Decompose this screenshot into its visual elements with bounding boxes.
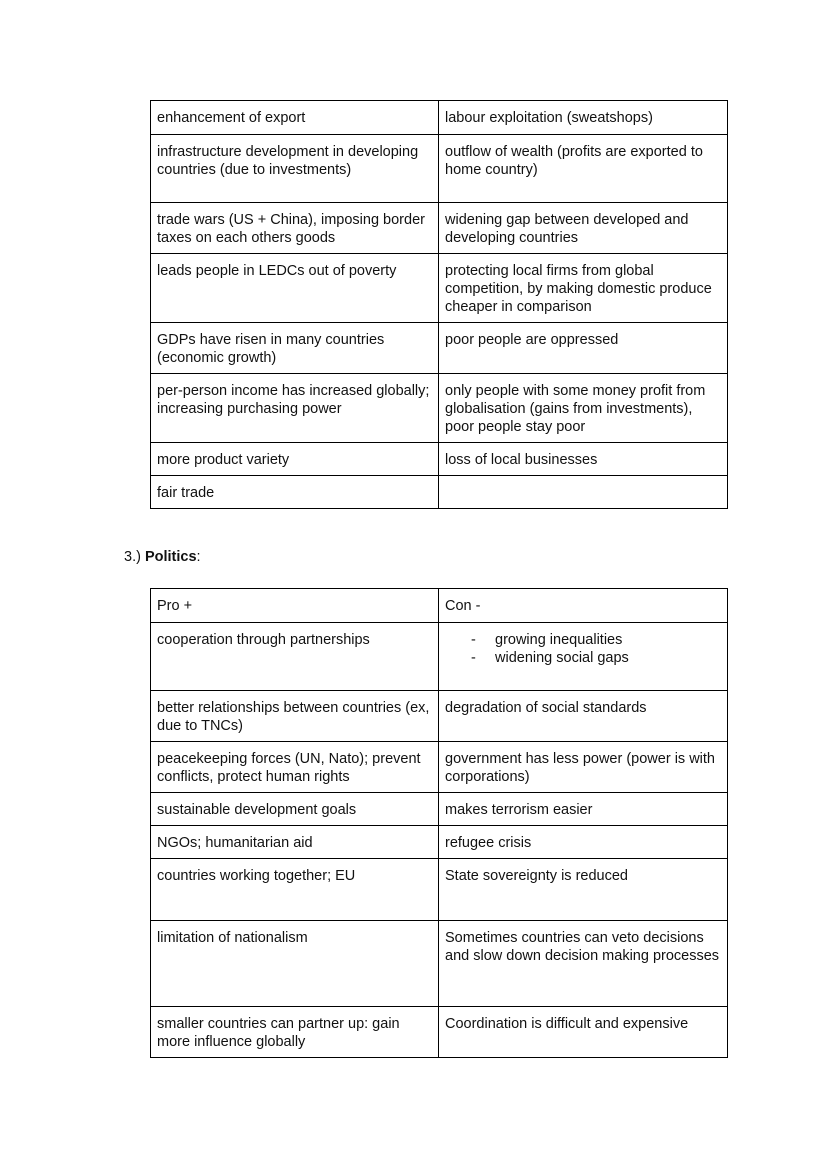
pro-cell: enhancement of export — [151, 101, 439, 135]
con-cell: widening gap between developed and developing countries — [439, 203, 728, 254]
section-number: 3.) — [124, 549, 141, 565]
section-title-suffix: : — [196, 549, 201, 565]
table-row — [151, 374, 728, 443]
table-row — [151, 793, 728, 826]
pro-cell: NGOs; humanitarian aid — [151, 826, 439, 859]
table-row — [151, 254, 728, 323]
pro-cell: leads people in LEDCs out of poverty — [151, 254, 439, 323]
pro-cell: fair trade — [151, 476, 439, 509]
pro-cell: per-person income has increased globally; increasing purchasing power — [151, 374, 439, 443]
con-cell: Sometimes countries can veto decisions and slow down decision making processes — [439, 921, 728, 1007]
con-cell: outflow of wealth (profits are exported to home country) — [439, 135, 728, 203]
section-heading-politics — [124, 548, 201, 566]
table-row — [151, 623, 728, 691]
pro-cell: cooperation through partnerships — [151, 623, 439, 691]
con-cell: Coordination is difficult and expensive — [439, 1007, 728, 1058]
pro-cell: limitation of nationalism — [151, 921, 439, 1007]
pro-header-cell: Pro + — [151, 589, 439, 623]
con-cell: degradation of social standards — [439, 691, 728, 742]
pro-cell: infrastructure development in developing countries (due to investments) — [151, 135, 439, 203]
con-cell: protecting local firms from global competition, by making domestic produce cheaper in comparison — [439, 254, 728, 323]
pro-cell: better relationships between countries (ex, due to TNCs) — [151, 691, 439, 742]
con-cell: poor people are oppressed — [439, 323, 728, 374]
con-cell: State sovereignty is reduced — [439, 859, 728, 921]
con-cell: government has less power (power is with corporations) — [439, 742, 728, 793]
list-item: - growing inequalities — [471, 631, 721, 649]
table-row — [151, 1007, 728, 1058]
con-bullet-list — [445, 631, 721, 667]
con-cell: makes terrorism easier — [439, 793, 728, 826]
con-cell — [439, 476, 728, 509]
pro-cell: sustainable development goals — [151, 793, 439, 826]
table-row — [151, 921, 728, 1007]
table-row — [151, 476, 728, 509]
table-row — [151, 691, 728, 742]
section-title: Politics — [144, 549, 197, 565]
con-header-cell: Con - — [439, 589, 728, 623]
table-row — [151, 323, 728, 374]
pro-cell: GDPs have risen in many countries (economic growth) — [151, 323, 439, 374]
table-row — [151, 101, 728, 135]
table-row — [151, 203, 728, 254]
economy-pros-cons-table — [150, 100, 728, 509]
con-cell: labour exploitation (sweatshops) — [439, 101, 728, 135]
table-row — [151, 443, 728, 476]
table-row — [151, 859, 728, 921]
con-cell: loss of local businesses — [439, 443, 728, 476]
table-row — [151, 135, 728, 203]
con-cell: only people with some money profit from globalisation (gains from investments), poor people stay poor — [439, 374, 728, 443]
table-row — [151, 742, 728, 793]
con-cell — [439, 623, 728, 691]
con-cell: refugee crisis — [439, 826, 728, 859]
table-row — [151, 826, 728, 859]
pro-cell: smaller countries can partner up: gain more influence globally — [151, 1007, 439, 1058]
politics-pros-cons-table — [150, 588, 728, 1058]
pro-cell: more product variety — [151, 443, 439, 476]
list-item: - widening social gaps — [471, 649, 721, 667]
pro-cell: trade wars (US + China), imposing border taxes on each others goods — [151, 203, 439, 254]
table-header-row — [151, 589, 728, 623]
pro-cell: countries working together; EU — [151, 859, 439, 921]
pro-cell: peacekeeping forces (UN, Nato); prevent conflicts, protect human rights — [151, 742, 439, 793]
